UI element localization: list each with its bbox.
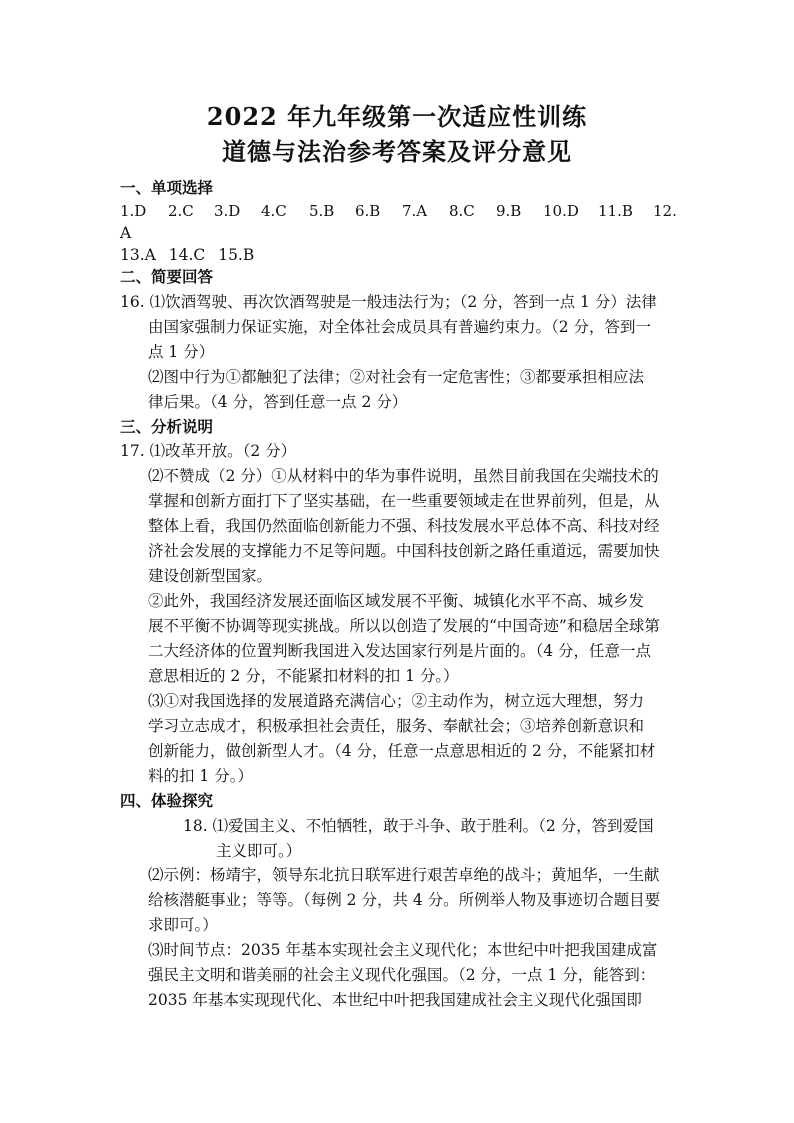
q17-text: ⑵不赞成（2 分）①从材料中的华为事件说明，虽然目前我国在尖端技术的 xyxy=(148,467,659,485)
mcq-answer: 1.D xyxy=(120,202,147,220)
q17-text: 济社会发展的支撑能力不足等问题。中国科技创新之路任重道远，需要加快 xyxy=(148,542,660,560)
document-subtitle: 道德与法治参考答案及评分意见 xyxy=(222,137,572,166)
q17-text: 料的扣 1 分。） xyxy=(148,767,253,785)
q17-text: ②此外，我国经济发展还面临区域发展不平衡、城镇化水平不高、城乡发 xyxy=(148,592,645,610)
q17-text: 创新能力，做创新型人才。（4 分，任意一点意思相近的 2 分，不能紧扣材 xyxy=(148,742,656,760)
mcq-answer: 4.C xyxy=(261,202,287,220)
q18-text: 18. ⑴爱国主义、不怕牺牲，敢于斗争、敢于胜利。（2 分，答到爱国 xyxy=(183,817,654,835)
mcq-answer-row-2: 13.A 14.C 15.B xyxy=(120,246,255,264)
q18-text: 强民主文明和谐美丽的社会主义现代化强国。（2 分，一点 1 分，能答到： xyxy=(148,966,656,984)
q17-text: 17. ⑴改革开放。（2 分） xyxy=(120,442,297,460)
mcq-answer: 10.D xyxy=(543,202,579,220)
q17-text: 掌握和创新方面打下了坚实基础，在一些重要领域走在世界前列，但是，从 xyxy=(148,492,660,510)
q17-text: 建设创新型国家。 xyxy=(148,567,273,585)
q16-text: 律后果。（4 分，答到任意一点 2 分） xyxy=(148,393,408,411)
q18-text: ⑶时间节点：2035 年基本实现社会主义现代化；本世纪中叶把我国建成富 xyxy=(148,941,658,959)
mcq-answer: 12. xyxy=(653,202,677,220)
q17-text: 学习立志成才，积极承担社会责任，服务、奉献社会；③培养创新意识和 xyxy=(148,717,645,735)
q17-text: 整体上看，我国仍然面临创新能力不强、科技发展水平总体不高、科技对经 xyxy=(148,517,660,535)
q17-text: ⑶①对我国选择的发展道路充满信心；②主动作为，树立远大理想，努力 xyxy=(148,692,645,710)
mcq-answer-wrap: A xyxy=(120,224,132,242)
mcq-answer: 9.B xyxy=(496,202,522,220)
section-heading-single-choice: 一、单项选择 xyxy=(120,178,214,197)
section-heading-analysis: 三、分析说明 xyxy=(120,417,214,436)
q17-text: 展不平衡不协调等现实挑战。所以以创造了发展的“中国奇迹”和稳居全球第 xyxy=(148,617,660,635)
mcq-answer: 11.B xyxy=(598,202,633,220)
mcq-answer: 6.B xyxy=(355,202,381,220)
document-title: 2022 年九年级第一次适应性训练 xyxy=(206,102,588,131)
q18-text: ⑵示例：杨靖宇，领导东北抗日联军进行艰苦卓绝的战斗；黄旭华，一生献 xyxy=(148,866,660,884)
mcq-answer-row xyxy=(120,200,680,222)
q16-text: 16. ⑴饮酒驾驶、再次饮酒驾驶是一般违法行为；（2 分，答到一点 1 分）法律 xyxy=(120,293,657,311)
q17-text: 意思相近的 2 分，不能紧扣材料的扣 1 分。） xyxy=(148,667,459,685)
mcq-answer: 3.D xyxy=(214,202,241,220)
q18-text: 求即可。） xyxy=(148,916,218,934)
q16-text: 点 1 分） xyxy=(148,343,215,361)
q18-text: 2035 年基本实现现代化、本世纪中叶把我国建成社会主义现代化强国即 xyxy=(148,991,642,1009)
q17-text: 二大经济体的位置判断我国进入发达国家行列是片面的。（4 分，任意一点 xyxy=(148,642,652,660)
q16-text: 由国家强制力保证实施，对全体社会成员具有普遍约束力。（2 分，答到一 xyxy=(148,318,652,336)
mcq-answer: 2.C xyxy=(168,202,194,220)
section-heading-short-answer: 二、简要回答 xyxy=(120,267,214,286)
q18-text: 给核潜艇事业；等等。（每例 2 分，共 4 分。所例举人物及事迹切合题目要 xyxy=(148,891,661,909)
mcq-answer: 8.C xyxy=(449,202,475,220)
mcq-answer: 5.B xyxy=(309,202,335,220)
q16-text: ⑵图中行为①都触犯了法律；②对社会有一定危害性；③都要承担相应法 xyxy=(148,368,645,386)
section-heading-inquiry: 四、体验探究 xyxy=(120,791,214,810)
q18-text: 主义即可。） xyxy=(216,842,302,860)
mcq-answer: 7.A xyxy=(402,202,428,220)
